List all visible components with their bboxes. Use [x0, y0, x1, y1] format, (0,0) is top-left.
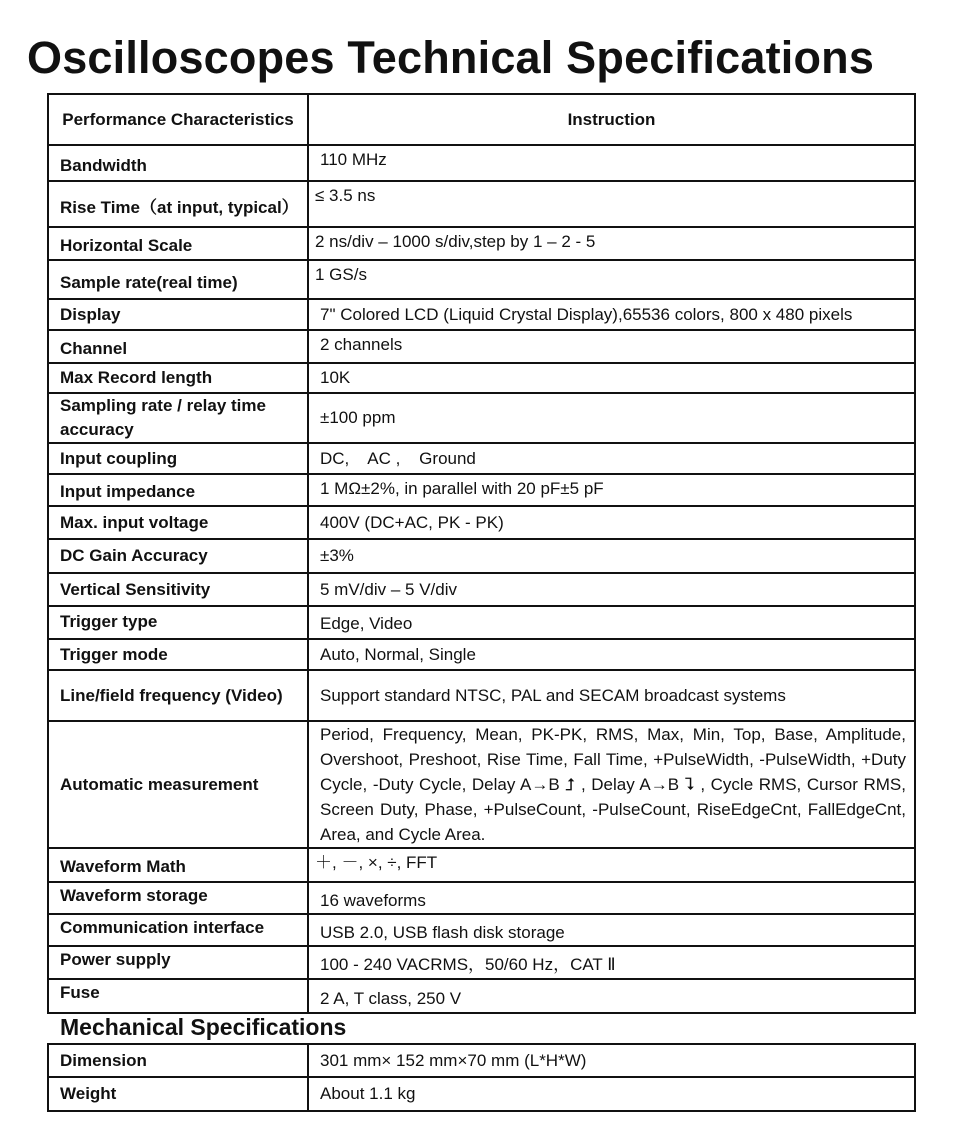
spec-label: Input impedance [48, 474, 308, 506]
spec-value: 2 ns/div – 1000 s/div,step by 1 – 2 - 5 [308, 227, 915, 260]
spec-label: Trigger type [48, 606, 308, 639]
spec-value: Period, Frequency, Mean, PK-PK, RMS, Max, Min, Top, Base, Amplitude, Overshoot, Preshoot, Rise Time, Fall Time, +PulseWidth, -PulseWidth, +Duty Cycle, -Duty Cycle, Delay A→B ⮥ , Delay A→B ⮧ , Cycle RMS, Cursor RMS, Screen Duty, Phase, +PulseCount, -PulseCount, RiseEdgeCnt, FallEdgeCnt, Area, and Cycle Area. [308, 721, 915, 848]
table-row [48, 639, 915, 670]
spec-label: Max. input voltage [48, 506, 308, 539]
table-header-row [48, 94, 915, 145]
spec-label: Dimension [48, 1044, 308, 1077]
table-row [48, 539, 915, 573]
spec-label: DC Gain Accuracy [48, 539, 308, 573]
spec-label: Vertical Sensitivity [48, 573, 308, 606]
table-row [48, 506, 915, 539]
spec-value: Support standard NTSC, PAL and SECAM broadcast systems [308, 670, 915, 721]
table-row [48, 606, 915, 639]
spec-label: Rise Time（at input, typical） [48, 181, 308, 227]
spec-value: 100 - 240 VACRMS，50/60 Hz，CAT Ⅱ [308, 946, 915, 979]
column-header-performance: Performance Characteristics [48, 94, 308, 145]
spec-label: Power supply [48, 946, 308, 979]
spec-value: DC, AC , Ground [308, 443, 915, 474]
spec-value: 16 waveforms [308, 882, 915, 914]
spec-value: 110 MHz [308, 145, 915, 181]
spec-value: ±100 ppm [308, 393, 915, 443]
spec-label: Bandwidth [48, 145, 308, 181]
table-row [48, 882, 915, 914]
spec-value: 1 MΩ±2%, in parallel with 20 pF±5 pF [308, 474, 915, 506]
spec-label: Sampling rate / relay time accuracy [48, 393, 308, 443]
spec-label: Fuse [48, 979, 308, 1013]
spec-label: Weight [48, 1077, 308, 1111]
page-title: Oscilloscopes Technical Specifications [27, 32, 875, 83]
table-row [48, 573, 915, 606]
spec-value: 301 mm× 152 mm×70 mm (L*H*W) [308, 1044, 915, 1077]
table-row [48, 914, 915, 946]
table-row [48, 299, 915, 330]
table-row [48, 721, 915, 848]
spec-value: Edge, Video [308, 606, 915, 639]
spec-label: Display [48, 299, 308, 330]
spec-value: 1 GS/s [308, 260, 915, 299]
spec-label: Waveform storage [48, 882, 308, 914]
spec-value: 5 mV/div – 5 V/div [308, 573, 915, 606]
spec-label: Input coupling [48, 443, 308, 474]
spec-value: 2 A, T class, 250 V [308, 979, 915, 1013]
spec-label: Sample rate(real time) [48, 260, 308, 299]
spec-value: 10K [308, 363, 915, 393]
column-header-instruction: Instruction [308, 94, 915, 145]
table-row [48, 848, 915, 882]
performance-spec-table [47, 93, 916, 1014]
spec-value: ±3% [308, 539, 915, 573]
spec-label: Horizontal Scale [48, 227, 308, 260]
mechanical-specifications-heading: Mechanical Specifications [60, 1014, 347, 1040]
spec-value: ≤ 3.5 ns [308, 181, 915, 227]
table-row [48, 330, 915, 363]
table-row [48, 260, 915, 299]
spec-label: Automatic measurement [48, 721, 308, 848]
table-row [48, 670, 915, 721]
spec-value: 2 channels [308, 330, 915, 363]
spec-label: Trigger mode [48, 639, 308, 670]
table-row [48, 443, 915, 474]
spec-value: 7" Colored LCD (Liquid Crystal Display),65536 colors, 800 x 480 pixels [308, 299, 915, 330]
spec-value: About 1.1 kg [308, 1077, 915, 1111]
table-row [48, 946, 915, 979]
spec-label: Communication interface [48, 914, 308, 946]
table-row [48, 227, 915, 260]
spec-label: Line/field frequency (Video) [48, 670, 308, 721]
mechanical-spec-table [47, 1043, 916, 1112]
table-row [48, 181, 915, 227]
spec-label: Channel [48, 330, 308, 363]
table-row [48, 145, 915, 181]
spec-value: 400V (DC+AC, PK - PK) [308, 506, 915, 539]
table-row [48, 1044, 915, 1077]
spec-value: Auto, Normal, Single [308, 639, 915, 670]
spec-value: ＋, －, ×, ÷, FFT [308, 848, 915, 882]
spec-label: Max Record length [48, 363, 308, 393]
table-row [48, 474, 915, 506]
table-row [48, 1077, 915, 1111]
table-row [48, 393, 915, 443]
table-row [48, 363, 915, 393]
spec-label: Waveform Math [48, 848, 308, 882]
spec-value: USB 2.0, USB flash disk storage [308, 914, 915, 946]
table-row [48, 979, 915, 1013]
